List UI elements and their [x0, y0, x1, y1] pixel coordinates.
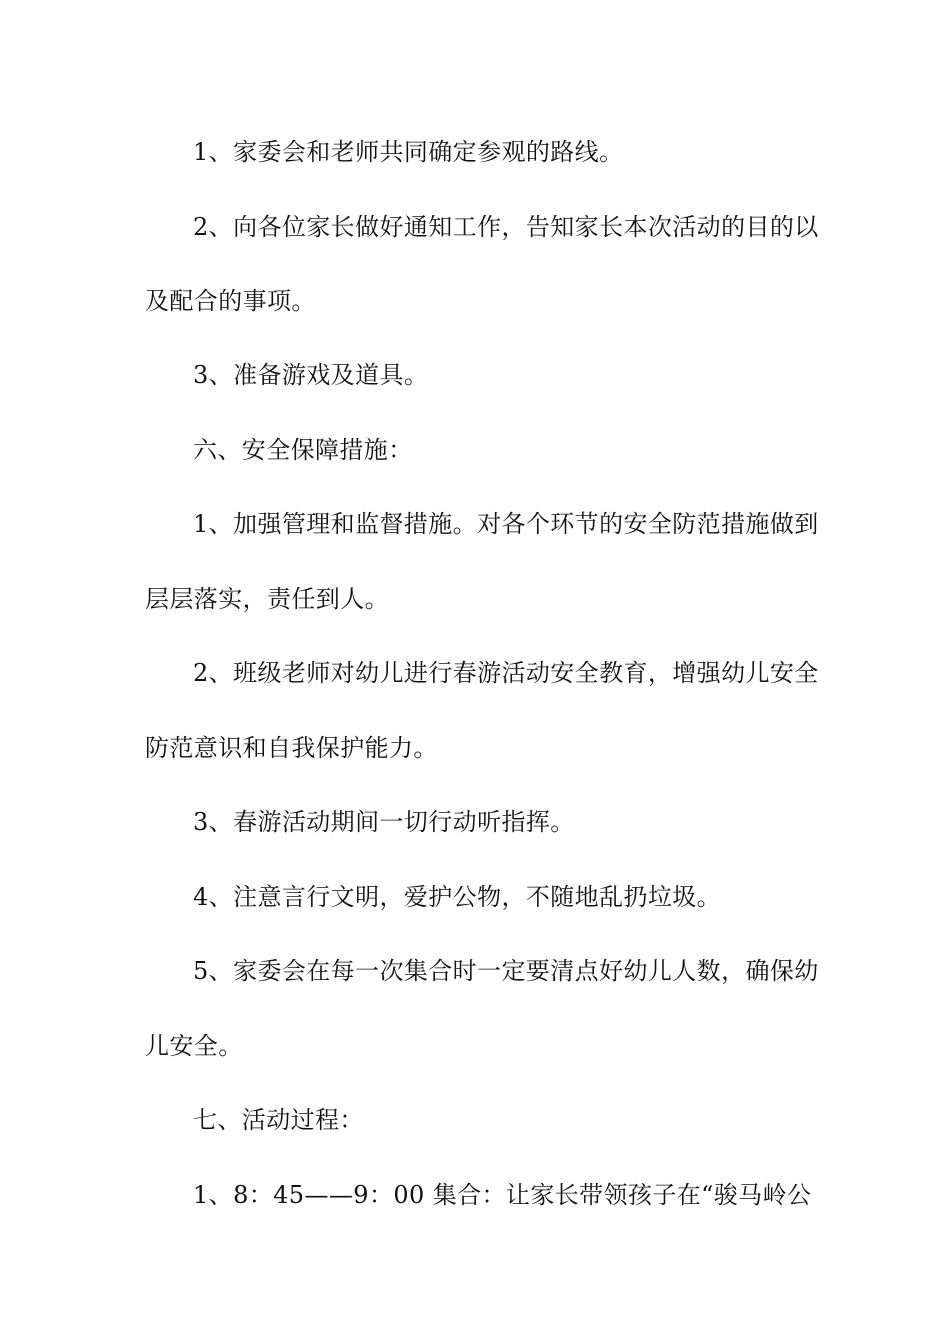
paragraph-line: 儿安全。: [145, 1032, 243, 1060]
paragraph-line: 4、注意言行文明，爱护公物，不随地乱扔垃圾。: [193, 883, 722, 911]
paragraph-line: 防范意识和自我保护能力。: [145, 734, 438, 762]
section-heading: 六、安全保障措施：: [193, 436, 413, 464]
paragraph-line: 2、向各位家长做好通知工作，告知家长本次活动的目的以: [193, 213, 819, 241]
paragraph-line: 3、春游活动期间一切行动听指挥。: [193, 808, 575, 836]
paragraph-line: 1、加强管理和监督措施。对各个环节的安全防范措施做到: [193, 510, 819, 538]
section-heading: 七、活动过程：: [193, 1106, 364, 1134]
paragraph-line: 1、家委会和老师共同确定参观的路线。: [193, 138, 624, 166]
paragraph-line: 2、班级老师对幼儿进行春游活动安全教育，增强幼儿安全: [193, 659, 819, 687]
paragraph-line: 层层落实，责任到人。: [145, 585, 389, 613]
paragraph-line: 5、家委会在每一次集合时一定要清点好幼儿人数，确保幼: [193, 957, 819, 985]
paragraph-line: 1、8：45——9：00 集合：让家长带领孩子在“骏马岭公: [193, 1181, 812, 1209]
paragraph-line: 3、准备游戏及道具。: [193, 361, 429, 389]
paragraph-line: 及配合的事项。: [145, 287, 316, 315]
